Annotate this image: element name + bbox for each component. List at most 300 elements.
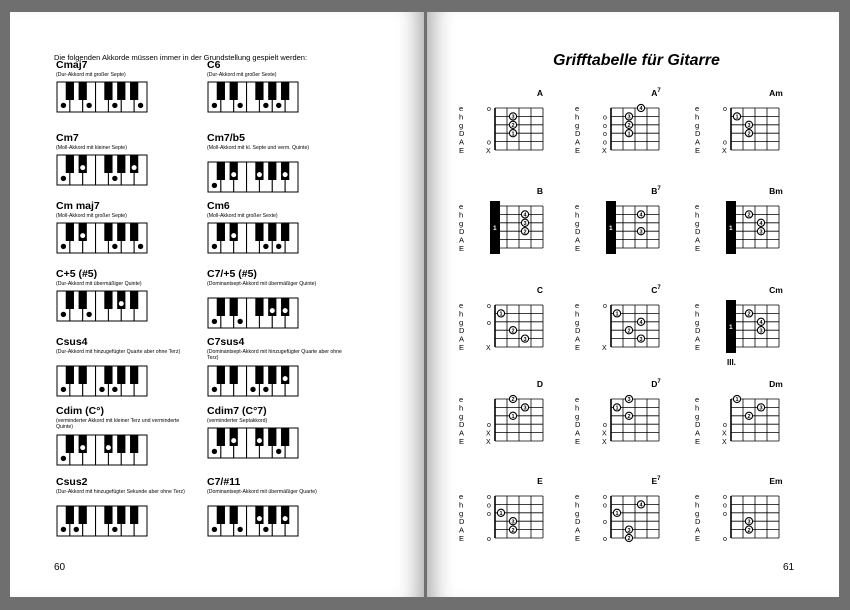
string-label: e [459, 104, 464, 113]
piano-chord-name: C7/+5 (#5) [207, 268, 257, 280]
note-dot [80, 233, 85, 238]
guitar-chord-diagram [455, 468, 575, 568]
open-string-marker: o [723, 422, 727, 430]
black-key [217, 428, 225, 446]
black-key [79, 506, 87, 524]
string-label: g [695, 411, 700, 421]
string-label: e [695, 104, 700, 113]
finger-number: 1 [615, 311, 619, 318]
muted-string-marker: X [602, 430, 607, 438]
black-key [217, 298, 225, 316]
open-string-marker: o [487, 502, 491, 510]
black-key [268, 162, 276, 180]
string-label: D [459, 227, 465, 237]
string-label: E [695, 146, 701, 155]
black-key [268, 298, 276, 316]
note-dot [212, 526, 217, 531]
string-label: g [459, 411, 464, 421]
piano-chord-name: Cdim7 (C°7) [207, 405, 267, 417]
finger-number: 3 [627, 114, 631, 121]
string-label: e [695, 202, 700, 211]
string-label: h [695, 112, 700, 122]
note-dot [138, 103, 143, 108]
string-label: g [575, 120, 580, 130]
open-string-marker: o [723, 106, 727, 113]
note-dot [250, 386, 255, 391]
note-dot [61, 526, 66, 531]
finger-number: 3 [627, 527, 631, 534]
note-dot [231, 233, 236, 238]
black-key [117, 223, 125, 241]
string-label: h [695, 403, 700, 413]
black-key [255, 298, 263, 316]
string-label: e [695, 395, 700, 404]
finger-number: 4 [523, 212, 527, 219]
black-key [117, 366, 125, 384]
string-label: h [695, 309, 700, 319]
guitar-chord-name: $E^7$ [651, 476, 661, 486]
string-label: g [575, 508, 580, 518]
note-dot [212, 182, 217, 187]
string-label: E [575, 343, 581, 352]
string-label: h [459, 500, 464, 510]
note-dot [80, 165, 85, 170]
page-title: Grifftabelle für Gitarre [553, 52, 720, 69]
string-label: E [459, 534, 465, 543]
string-label: D [575, 420, 581, 430]
string-label: E [459, 244, 465, 253]
black-key [130, 291, 138, 309]
piano-chord-description: (Dur-Akkord mit großer Septe) [56, 72, 126, 78]
note-dot [106, 445, 111, 450]
finger-number: 1 [511, 131, 515, 138]
piano-chord-description: (Dominantsept-Akkord mit übermäßiger Quarte) [207, 489, 317, 495]
note-dot [270, 308, 275, 313]
note-dot [212, 318, 217, 323]
note-dot [263, 386, 268, 391]
finger-number: 4 [639, 320, 643, 326]
note-dot [231, 438, 236, 443]
black-key [230, 428, 238, 446]
black-key [104, 366, 112, 384]
note-dot [283, 172, 288, 177]
string-label: g [459, 317, 464, 327]
note-dot [112, 526, 117, 531]
note-dot [61, 103, 66, 108]
black-key [217, 506, 225, 524]
string-label: e [575, 492, 580, 501]
guitar-chord-name: $A^7$ [651, 88, 661, 98]
string-label: D [575, 326, 581, 336]
guitar-chord-diagram [571, 371, 691, 471]
barre-finger: 1 [729, 324, 733, 331]
finger-number: 1 [735, 114, 739, 121]
piano-keyboard [56, 154, 148, 186]
piano-keyboard [56, 290, 148, 322]
black-key [79, 291, 87, 309]
finger-number: 3 [759, 328, 763, 335]
black-key [255, 82, 263, 100]
note-dot [119, 301, 124, 306]
string-label: E [575, 437, 581, 446]
chord-superscript: 7 [657, 379, 661, 386]
open-string-marker: o [487, 106, 491, 113]
open-string-marker: o [723, 502, 727, 510]
black-key [230, 223, 238, 241]
guitar-chord-name: D [536, 379, 544, 389]
guitar-chord-name: Am [769, 88, 783, 98]
string-label: e [575, 395, 580, 404]
finger-number: 3 [523, 221, 527, 227]
note-dot [86, 312, 91, 317]
note-dot [138, 244, 143, 249]
string-label: e [575, 104, 580, 113]
piano-chord-description: (Moll-Akkord mit kl. Septe und verm. Quinte) [207, 145, 310, 151]
finger-number: 3 [639, 229, 643, 236]
barre-finger: 1 [729, 225, 733, 232]
black-key [268, 82, 276, 100]
string-label: D [695, 129, 701, 139]
guitar-chord-diagram [455, 80, 575, 180]
string-label: E [695, 437, 701, 446]
note-dot [112, 176, 117, 181]
muted-string-marker: X [602, 345, 607, 352]
string-label: h [575, 403, 580, 413]
note-dot [212, 449, 217, 454]
piano-keyboard [207, 427, 299, 459]
string-label: D [695, 227, 701, 237]
open-string-marker: o [603, 519, 607, 527]
black-key [255, 428, 263, 446]
note-dot [283, 376, 288, 381]
string-label: D [459, 517, 465, 527]
black-key [230, 162, 238, 180]
black-key [130, 506, 138, 524]
string-label: D [575, 227, 581, 237]
guitar-chord-name: $C^7$ [651, 285, 661, 295]
guitar-chord-name: Dm [769, 379, 783, 389]
guitar-chord-diagram [691, 468, 811, 568]
piano-chord-name: Cdim (C°) [56, 405, 104, 417]
string-label: A [575, 235, 581, 245]
black-key [117, 155, 125, 173]
piano-keyboard [56, 434, 148, 466]
note-dot [74, 526, 79, 531]
finger-number: 2 [511, 397, 515, 404]
string-label: e [459, 202, 464, 211]
barre-finger: 1 [609, 225, 613, 232]
note-dot [61, 312, 66, 317]
finger-number: 1 [511, 414, 515, 420]
finger-number: 4 [759, 320, 763, 326]
string-label: g [575, 218, 580, 228]
piano-chord-description: (Dur-Akkord mit großer Sexte) [207, 72, 277, 78]
string-label: A [459, 235, 465, 245]
black-key [66, 82, 74, 100]
note-dot [263, 526, 268, 531]
finger-number: 1 [735, 397, 739, 404]
note-dot [61, 386, 66, 391]
black-key [130, 366, 138, 384]
black-key [255, 223, 263, 241]
black-key [66, 223, 74, 241]
string-label: D [459, 129, 465, 139]
finger-number: 2 [627, 328, 631, 335]
black-key [117, 291, 125, 309]
black-key [217, 82, 225, 100]
chord-superscript: 7 [657, 88, 661, 95]
string-label: e [575, 301, 580, 310]
right-page [427, 12, 839, 597]
string-label: D [695, 517, 701, 527]
black-key [281, 506, 289, 524]
string-label: g [695, 317, 700, 327]
black-key [66, 506, 74, 524]
guitar-chord-name: Cm [769, 285, 783, 295]
piano-chord-description: (verminderter Septakkord) [207, 418, 268, 424]
note-dot [112, 386, 117, 391]
piano-chord-name: C7sus4 [207, 336, 245, 348]
black-key [79, 155, 87, 173]
piano-chord-name: C6 [207, 59, 221, 71]
finger-number: 3 [523, 405, 527, 412]
guitar-chord-name: Bm [769, 186, 783, 196]
black-key [230, 506, 238, 524]
finger-number: 1 [615, 511, 619, 517]
open-string-marker: o [603, 303, 607, 310]
black-key [255, 162, 263, 180]
note-dot [212, 103, 217, 108]
finger-number: 2 [627, 414, 631, 420]
string-label: E [459, 343, 465, 352]
piano-chord-name: Cm7 [56, 132, 79, 144]
muted-string-marker: X [602, 148, 607, 155]
string-label: E [575, 534, 581, 543]
string-label: h [459, 309, 464, 319]
note-dot [263, 244, 268, 249]
string-label: E [695, 534, 701, 543]
open-string-marker: o [723, 139, 727, 147]
black-key [104, 506, 112, 524]
note-dot [112, 244, 117, 249]
string-label: D [575, 129, 581, 139]
finger-number: 1 [627, 131, 631, 138]
finger-number: 2 [523, 229, 527, 236]
finger-number: 3 [759, 229, 763, 236]
string-label: g [459, 218, 464, 228]
piano-chord-name: Cm7/b5 [207, 132, 245, 144]
piano-keyboard [207, 161, 299, 193]
string-label: e [695, 301, 700, 310]
black-key [268, 428, 276, 446]
note-dot [86, 103, 91, 108]
string-label: h [575, 500, 580, 510]
open-string-marker: o [603, 139, 607, 147]
black-key [117, 506, 125, 524]
note-dot [257, 438, 262, 443]
note-dot [276, 244, 281, 249]
string-label: A [575, 334, 581, 344]
finger-number: 3 [759, 405, 763, 412]
piano-chord-description: (Dur-Akkord mit hinzugefügter Sekunde aber ohne Terz) [56, 489, 185, 495]
piano-chord-name: C7/#11 [207, 476, 241, 488]
black-key [117, 82, 125, 100]
string-label: A [459, 137, 465, 147]
note-dot [263, 103, 268, 108]
note-dot [257, 516, 262, 521]
string-label: A [695, 235, 701, 245]
open-string-marker: o [603, 502, 607, 510]
string-label: A [695, 428, 701, 438]
finger-number: 4 [759, 221, 763, 227]
note-dot [276, 449, 281, 454]
black-key [217, 223, 225, 241]
muted-string-marker: X [602, 439, 607, 446]
open-string-marker: o [603, 494, 607, 501]
guitar-chord-diagram [691, 277, 811, 377]
finger-number: 2 [747, 527, 751, 534]
piano-keyboard [56, 81, 148, 113]
black-key [66, 435, 74, 453]
guitar-chord-diagram [691, 178, 811, 278]
finger-number: 3 [747, 123, 751, 129]
open-string-marker: o [723, 536, 727, 543]
black-key [130, 435, 138, 453]
string-label: D [459, 326, 465, 336]
black-key [281, 223, 289, 241]
black-key [104, 291, 112, 309]
chord-superscript: 7 [657, 186, 661, 193]
black-key [104, 82, 112, 100]
note-dot [231, 172, 236, 177]
piano-chord-name: Cm6 [207, 200, 230, 212]
string-label: A [459, 525, 465, 535]
black-key [66, 155, 74, 173]
open-string-marker: o [487, 510, 491, 518]
black-key [79, 435, 87, 453]
piano-keyboard [56, 505, 148, 537]
string-label: g [695, 218, 700, 228]
note-dot [283, 516, 288, 521]
finger-number: 3 [511, 114, 515, 121]
finger-number: 2 [627, 536, 631, 543]
position-label: III. [727, 358, 736, 367]
finger-number: 2 [747, 212, 751, 219]
finger-number: 4 [639, 502, 643, 509]
string-label: E [459, 146, 465, 155]
piano-chord-name: Cmaj7 [56, 59, 88, 71]
guitar-chord-name: E [537, 476, 543, 486]
guitar-chord-diagram [571, 277, 691, 377]
black-key [217, 162, 225, 180]
finger-number: 4 [639, 212, 643, 219]
open-string-marker: o [603, 122, 607, 130]
black-key [281, 298, 289, 316]
string-label: g [695, 120, 700, 130]
black-key [130, 82, 138, 100]
piano-chord-description: (Moll-Akkord mit großer Sexte) [207, 213, 278, 219]
string-label: D [459, 420, 465, 430]
finger-number: 3 [627, 397, 631, 404]
piano-chord-description: (Dominantsept-Akkord mit hinzugefügter Quarte aber ohne Terz) [207, 349, 342, 362]
black-key [255, 366, 263, 384]
guitar-chord-diagram [691, 371, 811, 471]
guitar-chord-name: C [536, 285, 544, 295]
finger-number: 2 [511, 123, 515, 129]
muted-string-marker: X [722, 148, 727, 155]
finger-number: 2 [511, 328, 515, 335]
black-key [79, 82, 87, 100]
string-label: E [459, 437, 465, 446]
open-string-marker: o [603, 422, 607, 430]
black-key [268, 506, 276, 524]
string-label: E [695, 343, 701, 352]
guitar-chord-diagram [455, 277, 575, 377]
string-label: h [459, 210, 464, 220]
finger-number: 1 [499, 311, 503, 318]
string-label: g [695, 508, 700, 518]
string-label: e [459, 492, 464, 501]
open-string-marker: o [487, 319, 491, 327]
piano-chord-description: (Dur-Akkord mit übermäßiger Quinte) [56, 281, 142, 287]
intro-text: Die folgenden Akkorde müssen immer in der Grundstellung gespielt werden: [54, 53, 308, 62]
black-key [217, 366, 225, 384]
piano-chord-description: (verminderter Akkord mit kleiner Terz und verminderte Quinte) [56, 418, 180, 431]
string-label: h [695, 210, 700, 220]
guitar-chord-diagram [455, 371, 575, 471]
black-key [268, 366, 276, 384]
guitar-chord-name: B [536, 186, 544, 196]
finger-number: 2 [511, 527, 515, 534]
open-string-marker: o [603, 114, 607, 122]
note-dot [212, 244, 217, 249]
black-key [268, 223, 276, 241]
open-string-marker: o [723, 510, 727, 518]
guitar-chord-name: Em [769, 476, 783, 486]
note-dot [80, 445, 85, 450]
finger-number: 2 [747, 311, 751, 318]
black-key [104, 223, 112, 241]
string-label: g [459, 120, 464, 130]
string-label: D [575, 517, 581, 527]
guitar-chord-name: $D^7$ [651, 379, 661, 389]
black-key [130, 223, 138, 241]
guitar-chord-diagram [571, 80, 691, 180]
note-dot [61, 244, 66, 249]
string-label: h [695, 500, 700, 510]
string-label: E [575, 244, 581, 253]
page-number-right: 61 [783, 562, 795, 573]
muted-string-marker: X [722, 439, 727, 446]
black-key [230, 366, 238, 384]
string-label: e [459, 395, 464, 404]
muted-string-marker: X [486, 345, 491, 352]
open-string-marker: o [487, 139, 491, 147]
piano-keyboard [207, 222, 299, 254]
note-dot [99, 386, 104, 391]
piano-keyboard [207, 365, 299, 397]
finger-number: 1 [615, 405, 619, 412]
finger-number: 3 [523, 336, 527, 343]
piano-keyboard [207, 505, 299, 537]
string-label: D [695, 326, 701, 336]
string-label: D [695, 420, 701, 430]
string-label: A [459, 334, 465, 344]
string-label: A [575, 525, 581, 535]
string-label: A [695, 525, 701, 535]
finger-number: 2 [747, 414, 751, 420]
open-string-marker: o [487, 536, 491, 543]
